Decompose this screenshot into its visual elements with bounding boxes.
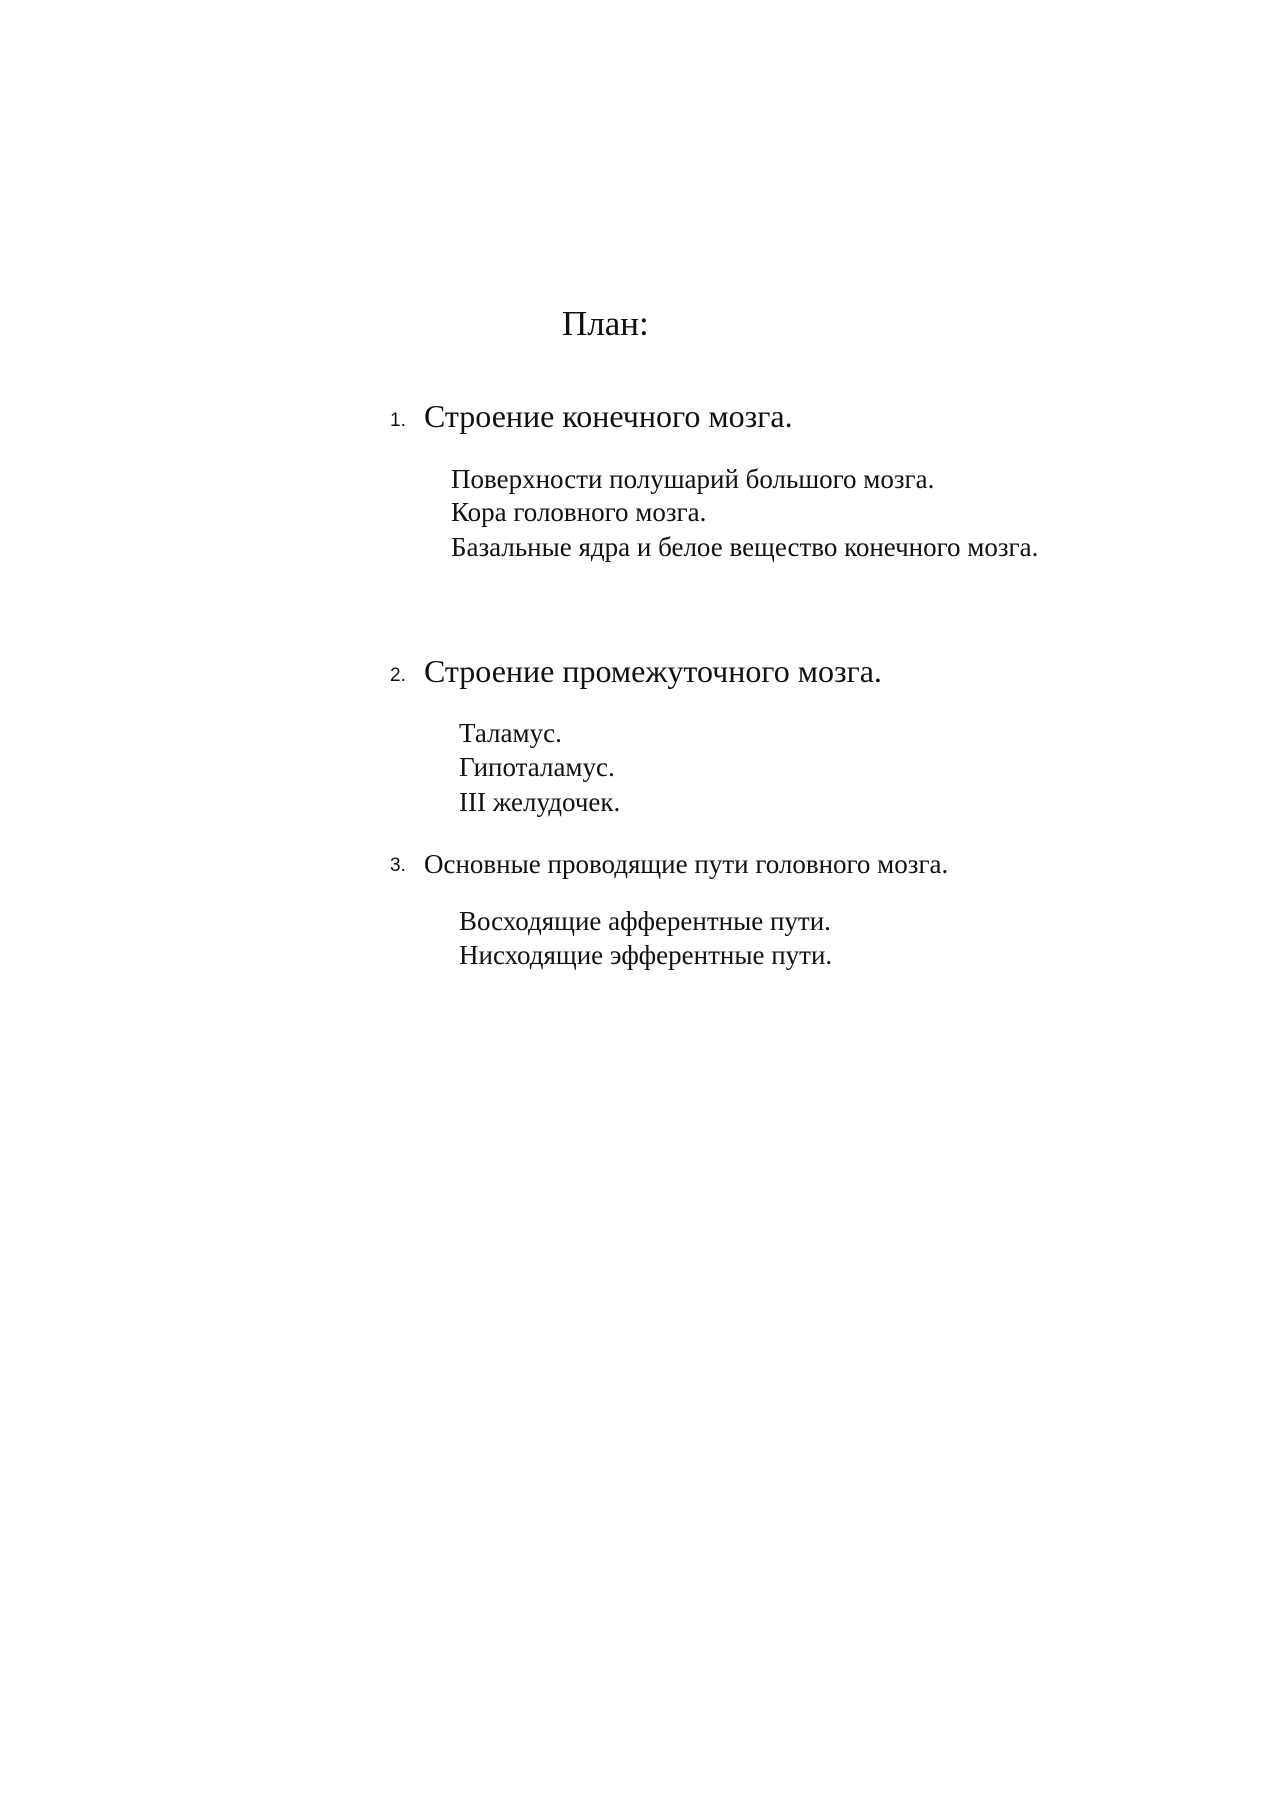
section-1-item-2: Кора головного мозга. <box>451 497 707 527</box>
section-1-heading: Строение конечного мозга. <box>424 398 793 434</box>
page-title: План: <box>562 304 649 343</box>
section-3-item-1: Восходящие афферентные пути. <box>459 906 831 936</box>
section-2-number: 2. <box>390 665 406 686</box>
section-1-number: 1. <box>390 410 406 431</box>
section-2-item-3: III желудочек. <box>459 787 621 817</box>
section-1-item-1: Поверхности полушарий большого мозга. <box>451 464 935 494</box>
section-2-item-2: Гипоталамус. <box>459 752 615 782</box>
section-3-heading: Основные проводящие пути головного мозга. <box>424 849 949 879</box>
section-1-item-3: Базальные ядра и белое вещество конечного мозга. <box>451 532 1039 562</box>
section-3-number: 3. <box>390 855 406 876</box>
section-2-item-1: Таламус. <box>459 718 562 748</box>
section-3-item-2: Нисходящие эфферентные пути. <box>459 940 833 970</box>
section-2-heading: Строение промежуточного мозга. <box>424 653 882 689</box>
